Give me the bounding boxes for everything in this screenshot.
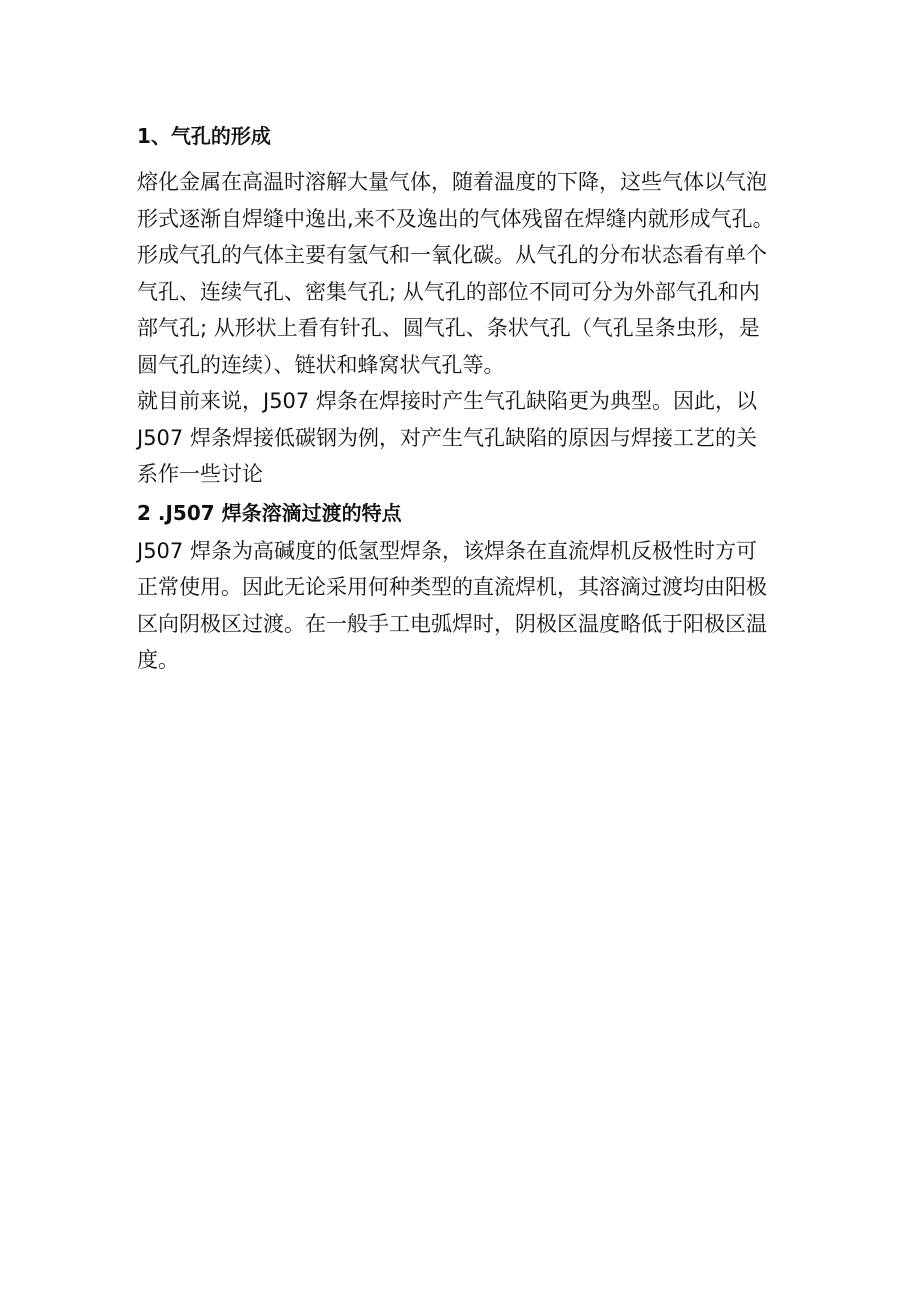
section1-paragraph-1 bbox=[137, 164, 787, 383]
text-line: 就目前来说，J507 焊条在焊接时产生气孔缺陷更为典型。因此，以 bbox=[137, 389, 757, 413]
text-line: 熔化金属在高温时溶解大量气体，随着温度的下降，这些气体以气泡 bbox=[137, 170, 767, 194]
text-line: 气孔、连续气孔、密集气孔; 从气孔的部位不同可分为外部气孔和内 bbox=[137, 279, 760, 304]
text-line: 区向阴极区过渡。在一般手工电弧焊时，阴极区温度略低于阳极区温 bbox=[137, 611, 767, 636]
text-line: 圆气孔的连续）、链状和蜂窝状气孔等。 bbox=[137, 352, 505, 377]
text-line: 形成气孔的气体主要有氢气和一氧化碳。从气孔的分布状态看有单个 bbox=[137, 243, 767, 267]
section1-heading: 1、气孔的形成 bbox=[137, 124, 271, 148]
section1-paragraph-2 bbox=[137, 383, 787, 493]
document-body bbox=[137, 116, 787, 679]
text-line: 系作一些讨论 bbox=[137, 462, 263, 486]
text-line: 形式逐渐自焊缝中逸出,来不及逸出的气体残留在焊缝内就形成气孔。 bbox=[137, 206, 774, 231]
text-line: 部气孔; 从形状上看有针孔、圆气孔、条状气孔（气孔呈条虫形，是 bbox=[137, 316, 760, 340]
section2-heading: 2 .J507 焊条溶滴过渡的特点 bbox=[137, 500, 402, 525]
text-line: 度。 bbox=[137, 648, 179, 672]
text-line: 正常使用。因此无论采用何种类型的直流焊机，其溶滴过渡均由阳极 bbox=[137, 575, 767, 599]
text-line: J507 焊条焊接低碳钢为例，对产生气孔缺陷的原因与焊接工艺的关 bbox=[137, 425, 757, 450]
text-line: J507 焊条为高碱度的低氢型焊条，该焊条在直流焊机反极性时方可 bbox=[137, 538, 757, 563]
section2-paragraph-1 bbox=[137, 533, 787, 679]
